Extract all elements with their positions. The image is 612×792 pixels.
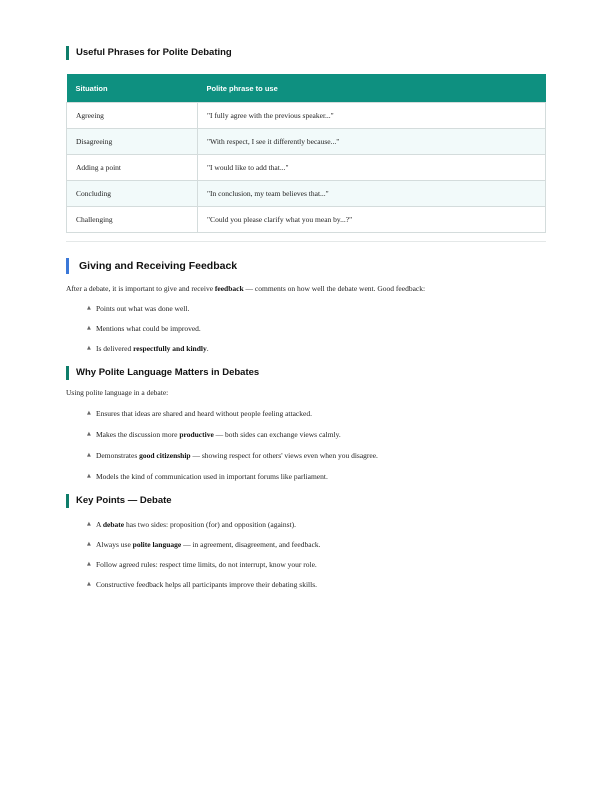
table-row: [67, 207, 546, 233]
list-item: ▲ Models the kind of communication used in important forums like parliament.: [87, 472, 328, 481]
table-cell: Disagreeing: [67, 129, 198, 155]
column-header-phrase: Polite phrase to use: [206, 83, 278, 93]
list-item: ▲ Ensures that ideas are shared and heard without people feeling attacked.: [87, 409, 312, 418]
list-item: ▲ Mentions what could be improved.: [87, 324, 201, 333]
table-row: [67, 155, 546, 181]
table-cell: "In conclusion, my team believes that...": [198, 181, 546, 207]
triangle-bullet-icon: ▲: [87, 541, 91, 547]
document-page: [66, 46, 546, 590]
triangle-bullet-icon: ▲: [87, 473, 91, 479]
table-cell: Concluding: [67, 181, 198, 207]
triangle-bullet-icon: ▲: [87, 410, 91, 416]
phrases-table: [66, 74, 546, 233]
triangle-bullet-icon: ▲: [87, 305, 91, 311]
list-item: ▲ Constructive feedback helps all participants improve their debating skills.: [87, 580, 317, 589]
list-item: ▲ Is delivered respectfully and kindly.: [87, 344, 209, 353]
feedback-intro: After a debate, it is important to give and receive feedback — comments on how well the debate went. Good feedback:: [66, 284, 426, 293]
table-row: [67, 129, 546, 155]
triangle-bullet-icon: ▲: [87, 521, 91, 527]
table-cell: Agreeing: [67, 103, 198, 129]
section-heading-phrases: Useful Phrases for Polite Debating: [66, 46, 546, 60]
list-item: ▲ Follow agreed rules: respect time limits, do not interrupt, know your role.: [87, 560, 317, 569]
why-list: [66, 408, 546, 482]
section-heading-key-points: Key Points — Debate: [66, 494, 546, 508]
list-item: ▲ Demonstrates good citizenship — showing respect for others' views even when you disagree.: [87, 451, 378, 460]
table-cell: Challenging: [67, 207, 198, 233]
table-cell: "I would like to add that...": [198, 155, 546, 181]
section-heading-why: Why Polite Language Matters in Debates: [66, 366, 546, 380]
section-heading-feedback: Giving and Receiving Feedback: [66, 258, 546, 274]
key-points-list: [66, 519, 546, 590]
table-header-row: [67, 74, 546, 103]
column-header-situation: Situation: [75, 83, 108, 93]
table-cell: "With respect, I see it differently because...": [198, 129, 546, 155]
triangle-bullet-icon: ▲: [87, 581, 91, 587]
section-divider: [66, 241, 546, 242]
table-row: [67, 181, 546, 207]
list-item: ▲ Points out what was done well.: [87, 304, 190, 313]
triangle-bullet-icon: ▲: [87, 431, 91, 437]
triangle-bullet-icon: ▲: [87, 345, 91, 351]
table-cell: Adding a point: [67, 155, 198, 181]
table-cell: "I fully agree with the previous speaker...": [198, 103, 546, 129]
list-item: ▲ Makes the discussion more productive — both sides can exchange views calmly.: [87, 430, 341, 439]
list-item: ▲ Always use polite language — in agreement, disagreement, and feedback.: [87, 540, 321, 549]
triangle-bullet-icon: ▲: [87, 561, 91, 567]
triangle-bullet-icon: ▲: [87, 452, 91, 458]
feedback-list: [66, 303, 546, 354]
table-cell: "Could you please clarify what you mean by...?": [198, 207, 546, 233]
table-row: [67, 103, 546, 129]
list-item: ▲ A debate has two sides: proposition (for) and opposition (against).: [87, 520, 296, 529]
why-intro: Using polite language in a debate:: [66, 388, 169, 397]
triangle-bullet-icon: ▲: [87, 325, 91, 331]
